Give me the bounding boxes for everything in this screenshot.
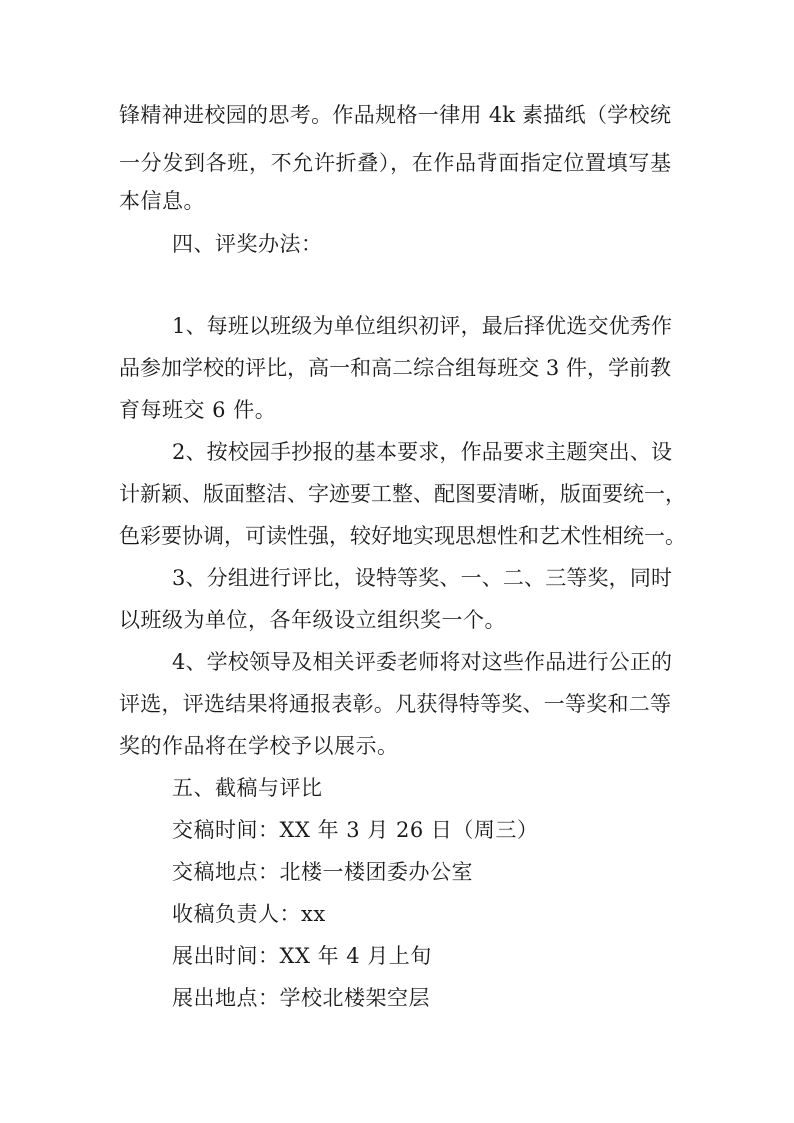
item-1-line-3: 育每班交 6 件。 [119, 398, 277, 422]
item-3-line-1: 3、分组进行评比，设特等奖、一、二、三等奖，同时 [172, 566, 672, 590]
item-4-line-1: 4、学校领导及相关评委老师将对这些作品进行公正的 [172, 650, 672, 674]
submission-time: 交稿时间：XX 年 3 月 26 日（周三） [172, 818, 539, 842]
item-1-line-2: 品参加学校的评比，高一和高二综合组每班交 3 件，学前教 [119, 356, 671, 380]
intro-line-1: 锋精神进校园的思考。作品规格一律用 4k 素描纸（学校统 [119, 103, 671, 127]
item-2-line-3: 色彩要协调，可读性强，较好地实现思想性和艺术性相统一。 [119, 524, 686, 548]
item-4-line-2: 评选，评选结果将通报表彰。凡获得特等奖、一等奖和二等 [119, 692, 671, 716]
item-2-line-2: 计新颖、版面整洁、字迹要工整、配图要清晰，版面要统一， [119, 482, 686, 506]
submission-place: 交稿地点：北楼一楼团委办公室 [172, 860, 473, 884]
item-2-line-1: 2、按校园手抄报的基本要求，作品要求主题突出、设 [172, 440, 672, 464]
collector: 收稿负责人：xx [172, 902, 326, 926]
item-4-line-3: 奖的作品将在学校予以展示。 [119, 734, 399, 758]
intro-line-3: 本信息。 [119, 189, 205, 213]
item-1-line-1: 1、每班以班级为单位组织初评，最后择优选交优秀作 [172, 314, 672, 338]
exhibition-place: 展出地点：学校北楼架空层 [172, 986, 430, 1010]
section-four-heading: 四、评奖办法： [172, 232, 323, 256]
intro-line-2: 一分发到各班，不允许折叠），在作品背面指定位置填写基 [119, 151, 671, 175]
item-3-line-2: 以班级为单位，各年级设立组织奖一个。 [119, 608, 506, 632]
section-five-heading: 五、截稿与评比 [172, 776, 323, 800]
exhibition-time: 展出时间：XX 年 4 月上旬 [172, 944, 432, 968]
